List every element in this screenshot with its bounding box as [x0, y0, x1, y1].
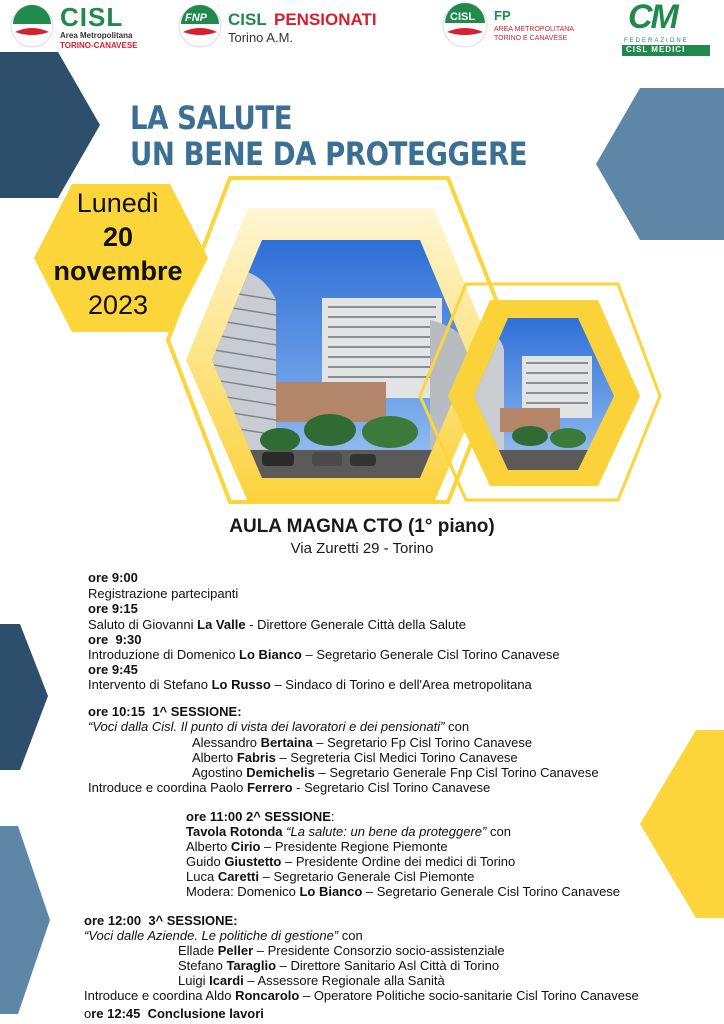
session-con: con [486, 824, 511, 839]
session-subtitle-text: “Voci dalle Aziende. Le politiche di gestione” [84, 928, 339, 943]
title-line-2: UN BENE DA PROTEGGERE [130, 135, 528, 173]
program-text-pre: Saluto di Giovanni [88, 617, 198, 632]
cisl-emblem-icon [10, 4, 54, 48]
program-text [88, 677, 532, 692]
session-heading [186, 809, 335, 824]
event-title [130, 100, 527, 172]
closing-line [84, 1006, 264, 1021]
speaker-line [186, 854, 515, 869]
fnp-emblem-icon [178, 4, 222, 48]
program-text: Registrazione partecipanti [88, 586, 239, 601]
program-time: ore 9:30 [88, 632, 142, 647]
session-heading-text: ore 11:00 2^ SESSIONE [186, 809, 331, 824]
fnp-logo-sub: Torino A.M. [228, 30, 294, 45]
program-text-post: - Direttore Generale Città della Salute [245, 617, 466, 632]
speaker-role: – Assessore Regionale alla Sanità [243, 973, 445, 988]
speaker-name: Ferrero [247, 780, 293, 795]
speaker-name: Giustetto [224, 854, 282, 869]
navy-hexagon-mid-left [0, 624, 48, 770]
program-text-pre: Intervento di Stefano [88, 677, 212, 692]
speaker-name: Taraglio [226, 958, 277, 973]
program-time: ore 9:00 [88, 570, 138, 585]
fnp-logo [178, 4, 398, 50]
program-text-post: – Segretario Generale Cisl Torino Canavese [301, 647, 560, 662]
fp-logo-sub1: AREA METROPOLITANA [494, 26, 574, 33]
title-line-1: LA SALUTE [130, 99, 293, 137]
date-weekday: Lunedì [76, 188, 160, 218]
fp-logo-sub2: TORINO E CANAVESE [494, 35, 568, 42]
moderator-line [186, 884, 620, 899]
speaker-first-name: Agostino [192, 765, 247, 780]
date-month: novembre [53, 256, 183, 286]
venue-address: Via Zuretti 29 - Torino [290, 540, 434, 557]
fnp-logo-name-b: PENSIONATI [274, 10, 377, 29]
speaker-first-name: Luca [186, 869, 218, 884]
session-heading-colon: : [330, 809, 335, 824]
program-text-post: – Sindaco di Torino e dell'Area metropolitana [270, 677, 532, 692]
program-time: ore 9:15 [88, 601, 138, 616]
fp-badge-text: CISL [450, 11, 476, 23]
speaker-role: – Segretario Fp Cisl Torino Canavese [312, 735, 533, 750]
session-heading: ore 10:15 1^ SESSIONE: [88, 704, 242, 719]
medici-sub2-text: CISL MEDICI [626, 45, 686, 54]
speaker-first-name: Alessandro [192, 735, 261, 750]
cisl-logo-sub1: Area Metropolitana [60, 31, 133, 40]
speaker-line [192, 765, 599, 780]
event-date [48, 186, 188, 322]
speaker-line [192, 750, 518, 765]
navy-hexagon-top-left [0, 52, 100, 198]
date-day: 20 [102, 222, 134, 252]
speaker-line [178, 958, 499, 973]
cisl-logo-name: CISL [60, 2, 124, 32]
program-text [88, 647, 560, 662]
speaker-role: – Presidente Ordine dei medici di Torino [281, 854, 516, 869]
date-year: 2023 [87, 290, 149, 320]
speaker-name: Peller [217, 943, 254, 958]
speaker-line [186, 839, 448, 854]
speaker-name: Cirio [230, 839, 261, 854]
speaker-role: - Segretario Cisl Torino Canavese [292, 780, 491, 795]
speaker-first-name: Luigi [178, 973, 210, 988]
speaker-name: Fabris [236, 750, 276, 765]
steel-hexagon-top-right [596, 88, 724, 240]
speaker-first-name: Stefano [178, 958, 227, 973]
session-subtitle-text: “La salute: un bene da proteggere” [282, 824, 487, 839]
speaker-name: Caretti [217, 869, 259, 884]
speaker-role: – Presidente Consorzio socio-assistenziale [253, 943, 505, 958]
round-table-label: Tavola Rotonda [186, 824, 283, 839]
speaker-name: Demichelis [246, 765, 315, 780]
speaker-first-name: Guido [186, 854, 225, 869]
speaker-name: Lo Russo [211, 677, 271, 692]
moderator-pre: Introduce e coordina Paolo [88, 780, 247, 795]
cisl-logo [10, 4, 140, 50]
closing-o: o [84, 1006, 92, 1021]
speaker-role: – Direttore Sanitario Asl Città di Torino [276, 958, 500, 973]
moderator-pre: Modera: Domenico [186, 884, 300, 899]
speaker-name: La Valle [197, 617, 246, 632]
speaker-role: – Segreteria Cisl Medici Torino Canavese [275, 750, 518, 765]
medici-sub1: FEDERAZIONE [624, 38, 689, 44]
speaker-role: – Segretario Generale Cisl Piemonte [259, 869, 475, 884]
speaker-name: Lo Bianco [239, 647, 302, 662]
session-subtitle-text: “Voci dalla Cisl. Il punto di vista dei lavoratori e dei pensionati” [88, 719, 445, 734]
cisl-logo-sub2: TORINO-CANAVESE [60, 41, 138, 50]
speaker-name: Bertaina [260, 735, 313, 750]
speaker-line [186, 869, 474, 884]
speaker-role: – Segretario Generale Cisl Torino Canavese [362, 884, 621, 899]
program-time: ore 9:45 [88, 662, 138, 677]
medici-mark: CM [628, 0, 677, 36]
session-subtitle [84, 928, 363, 943]
session-subtitle [88, 719, 469, 734]
moderator-line [88, 780, 490, 795]
speaker-first-name: Ellade [178, 943, 218, 958]
speaker-role: – Operatore Politiche socio-sanitarie Cisl Torino Canavese [299, 988, 639, 1003]
speaker-first-name: Alberto [192, 750, 237, 765]
fp-logo [442, 2, 592, 50]
cisl-medici-logo [622, 0, 714, 54]
program-text-pre: Introduzione di Domenico [88, 647, 240, 662]
speaker-line [178, 943, 505, 958]
speaker-role: – Presidente Regione Piemonte [260, 839, 448, 854]
closing-text: re 12:45 Conclusione lavori [91, 1006, 264, 1021]
speaker-line [192, 735, 532, 750]
speaker-role: – Segretario Generale Fnp Cisl Torino Canavese [314, 765, 599, 780]
program-text [88, 617, 466, 632]
session-subtitle [186, 824, 511, 839]
fp-logo-name: FP [494, 8, 511, 23]
speaker-name: Icardi [209, 973, 244, 988]
fnp-badge-text: FNP [185, 12, 207, 24]
steel-hexagon-bottom-left [0, 826, 50, 1014]
speaker-line [178, 973, 445, 988]
venue-name: AULA MAGNA CTO (1° piano) [229, 516, 495, 537]
fp-emblem-icon [442, 2, 488, 48]
speaker-name: Lo Bianco [299, 884, 363, 899]
moderator-pre: Introduce e coordina Aldo [84, 988, 236, 1003]
session-con: con [338, 928, 363, 943]
speaker-name: Roncarolo [235, 988, 300, 1003]
session-con: con [444, 719, 470, 734]
yellow-hexagon-right [640, 730, 724, 918]
speaker-first-name: Alberto [186, 839, 231, 854]
fnp-logo-name-a: CISL [228, 10, 267, 29]
session-heading: ore 12:00 3^ SESSIONE: [84, 913, 238, 928]
moderator-line [84, 988, 639, 1003]
